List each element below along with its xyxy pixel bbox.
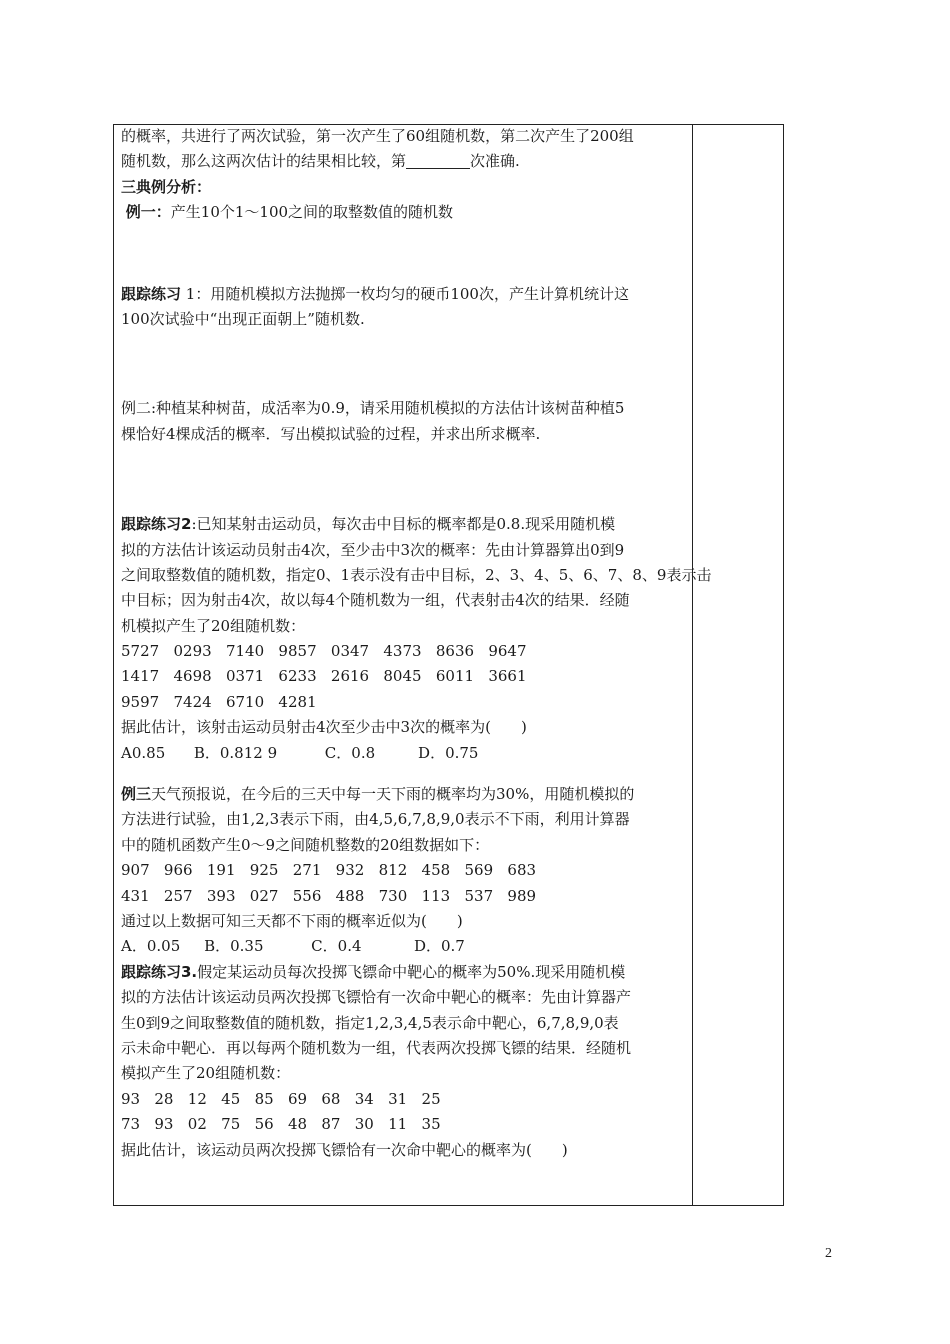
- table-column-divider: [692, 124, 693, 1206]
- practice-2-numbers-2: 1417 4698 0371 6233 2616 8045 6011 3661: [121, 667, 527, 686]
- example-1: [121, 200, 689, 225]
- practice-1-label: 跟踪练习: [121, 284, 182, 303]
- practice-3-line-4: 示未命中靶心．再以每两个随机数为一组，代表两次投掷飞镖的结果．经随机: [121, 1038, 632, 1057]
- practice-2-numbers-1: 5727 0293 7140 9857 0347 4373 8636 9647: [121, 642, 527, 661]
- example-3-numbers-1: 907 966 191 925 271 932 812 458 569 683: [121, 861, 537, 880]
- practice-1-line-2: 100次试验中“出现正面朝上”随机数.: [121, 309, 365, 328]
- example-2-line-2: 棵恰好4棵成活的概率．写出模拟试验的过程，并求出所求概率.: [121, 424, 541, 443]
- example-2-line-1: 例二:种植某种树苗，成活率为0.9，请采用随机模拟的方法估计该树苗种植5: [121, 399, 625, 418]
- answer-blank: [406, 152, 470, 169]
- practice-3-numbers-2: 73 93 02 75 56 48 87 30 11 35: [121, 1115, 441, 1134]
- practice-1-text: 1：用随机模拟方法抛掷一枚均匀的硬币100次，产生计算机统计这: [181, 284, 629, 303]
- practice-2-question: 据此估计，该射击运动员射击4次至少击中3次的概率为( ): [121, 718, 527, 737]
- example-3-line-2: 方法进行试验，由1,2,3表示下雨，由4,5,6,7,8,9,0表示不下雨，利用计算器: [121, 810, 630, 829]
- practice-3-text: 假定某运动员每次投掷飞镖命中靶心的概率为50%.现采用随机模: [197, 962, 626, 981]
- practice-3-question: 据此估计，该运动员两次投掷飞镖恰有一次命中靶心的概率为( ): [121, 1140, 568, 1159]
- practice-3-line-1: [121, 960, 689, 985]
- practice-3-line-3: 生0到9之间取整数值的随机数，指定1,2,3,4,5表示命中靶心，6,7,8,9,0表: [121, 1013, 619, 1032]
- practice-2-line-1: [121, 512, 689, 537]
- practice-3-numbers-1: 93 28 12 45 85 69 68 34 31 25: [121, 1089, 441, 1108]
- practice-3-label: 跟踪练习3.: [121, 962, 198, 981]
- example-3-numbers-2: 431 257 393 027 556 488 730 113 537 989: [121, 886, 537, 905]
- example-3-text: 天气预报说，在今后的三天中每一天下雨的概率均为30%，用随机模拟的: [151, 785, 635, 804]
- practice-2-line-2: 拟的方法估计该运动员射击4次，至少击中3次的概率：先由计算器算出0到9: [121, 540, 625, 559]
- page-number: 2: [825, 1246, 832, 1261]
- practice-2-label: 跟踪练习2: [121, 515, 192, 534]
- practice-2-options: A0.85 B．0.812 9 C．0.8 D．0.75: [121, 743, 479, 762]
- example-3-label: 例三: [121, 785, 152, 804]
- example-1-label: 例一：: [125, 203, 171, 222]
- practice-2-line-3: 之间取整数值的随机数，指定0、1表示没有击中目标，2、3、4、5、6、7、8、9表示击: [121, 565, 712, 584]
- practice-3-line-2: 拟的方法估计该运动员两次投掷飞镖恰有一次命中靶心的概率：先由计算器产: [121, 988, 632, 1007]
- intro-line-2-pre: 随机数，那么这两次估计的结果相比较，第: [121, 152, 407, 171]
- example-3-line-3: 中的随机函数产生0～9之间随机整数的20组数据如下：: [121, 835, 490, 854]
- intro-line-1: 的概率，共进行了两次试验，第一次产生了60组随机数，第二次产生了200组: [121, 127, 634, 145]
- practice-2-line-5: 机模拟产生了20组随机数：: [121, 616, 306, 635]
- intro-line-2: [121, 149, 689, 174]
- practice-2-numbers-3: 9597 7424 6710 4281: [121, 692, 317, 711]
- example-3-options: A．0.05 B．0.35 C．0.4 D．0.7: [121, 937, 465, 956]
- intro-line-2-post: 次准确.: [470, 152, 520, 171]
- practice-1-line-1: [121, 282, 689, 307]
- example-3-line-1: [121, 782, 689, 807]
- practice-2-text: :已知某射击运动员，每次击中目标的概率都是0.8.现采用随机模: [191, 515, 616, 534]
- example-3-question: 通过以上数据可知三天都不下雨的概率近似为( ): [121, 911, 463, 930]
- practice-2-line-4: 中目标；因为射击4次，故以每4个随机数为一组，代表射击4次的结果．经随: [121, 591, 630, 610]
- example-1-text: 产生10个1～100之间的取整数值的随机数: [170, 203, 454, 222]
- worksheet-content: [121, 124, 712, 1163]
- section-title: 三典例分析：: [121, 177, 212, 196]
- practice-3-line-5: 模拟产生了20组随机数：: [121, 1064, 291, 1083]
